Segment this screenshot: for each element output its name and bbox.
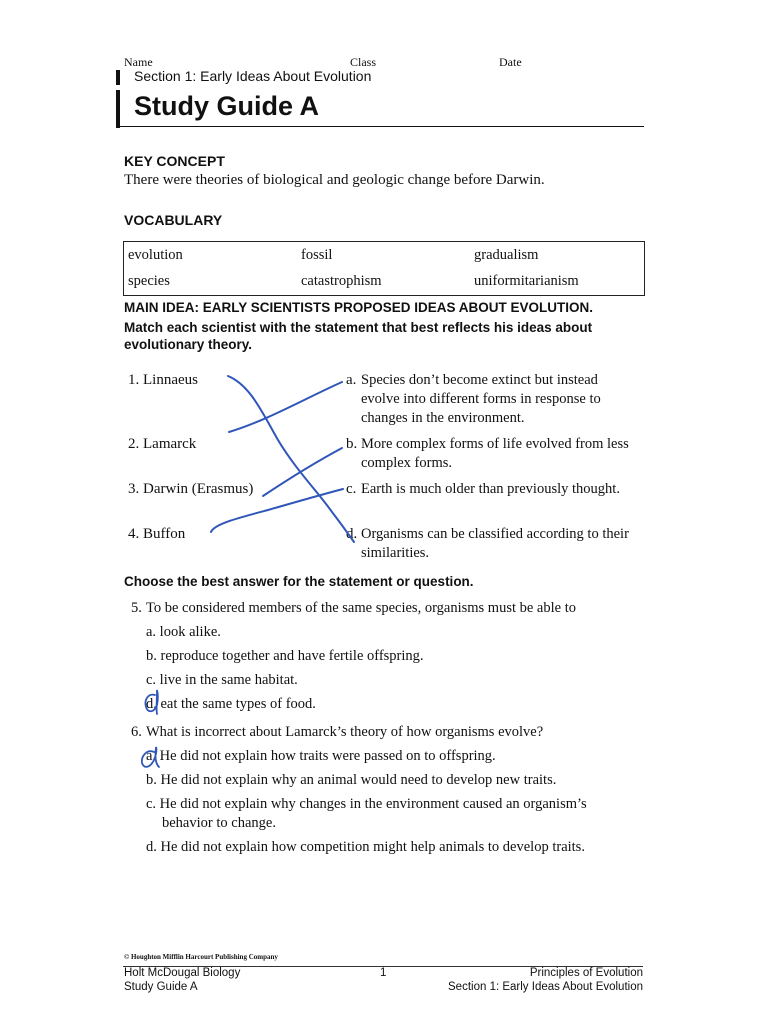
answer-option: b. reproduce together and have fertile offspring. [146, 648, 424, 664]
vocab-term: gradualism [474, 247, 539, 263]
answer-option: a. look alike. [146, 624, 221, 640]
page-title: Study Guide A [134, 91, 320, 121]
main-idea-instruction: Match each scientist with the statement that best reflects his ideas about [124, 320, 593, 335]
key-concept-text: There were theories of biological and geologic change before Darwin. [124, 172, 545, 188]
copyright-notice: © Houghton Mifflin Harcourt Publishing Company [124, 953, 278, 961]
vocab-term: catastrophism [301, 273, 382, 289]
date-label: Date [499, 55, 522, 69]
footer-book-title: Holt McDougal Biology [124, 967, 241, 979]
match-line-darwin-b [263, 448, 342, 496]
scientist-item: 1. Linnaeus [128, 372, 198, 388]
main-idea-heading: MAIN IDEA: EARLY SCIENTISTS PROPOSED IDEAS ABOUT EVOLUTION. [124, 300, 594, 315]
question-text: What is incorrect about Lamarck’s theory of how organisms evolve? [146, 724, 544, 740]
answer-mark-q6-a [142, 747, 159, 767]
footer-guide-name: Study Guide A [124, 981, 198, 993]
vocab-term: fossil [301, 247, 333, 263]
vocabulary-label: VOCABULARY [124, 212, 223, 228]
class-label: Class [350, 55, 377, 69]
answer-mark-q5-d [145, 690, 157, 714]
vocab-term: evolution [128, 247, 183, 263]
question-number: 6. [131, 724, 142, 740]
match-line-linnaeus-d [228, 376, 357, 542]
statement-text: Species don’t become extinct but instead evolve into different forms in response to changes in the environment. [361, 372, 601, 426]
scientist-item: 4. Buffon [128, 526, 186, 542]
statement-text: More complex forms of life evolved from less complex forms. [361, 436, 629, 471]
name-label: Name [124, 55, 153, 69]
statement-letter: a. [346, 372, 357, 388]
scientist-item: 3. Darwin (Erasmus) [128, 481, 254, 497]
question-number: 5. [131, 600, 142, 616]
answer-option: c. He did not explain why changes in the environment caused an organism’s [146, 796, 587, 812]
section-title: Section 1: Early Ideas About Evolution [134, 68, 372, 84]
statement-letter: d. [346, 526, 358, 542]
vocab-term: species [128, 273, 170, 289]
answer-option: c. live in the same habitat. [146, 672, 298, 688]
mc-instruction: Choose the best answer for the statement or question. [124, 574, 474, 589]
footer-section: Section 1: Early Ideas About Evolution [448, 981, 643, 993]
answer-option: d. He did not explain how competition might help animals to develop traits. [146, 839, 585, 855]
page-number: 1 [380, 967, 387, 979]
statement-text: Organisms can be classified according to their similarities. [361, 526, 629, 561]
answer-option: b. He did not explain why an animal would need to develop new traits. [146, 772, 557, 788]
answer-option-continued: behavior to change. [162, 815, 276, 831]
key-concept-label: KEY CONCEPT [124, 153, 225, 169]
main-idea-instruction: evolutionary theory. [124, 337, 253, 352]
vocab-term: uniformitarianism [474, 273, 579, 289]
answer-option: d. eat the same types of food. [146, 696, 316, 712]
match-line-buffon-c [211, 489, 343, 532]
question-text: To be considered members of the same species, organisms must be able to [146, 600, 576, 616]
answer-option: a. He did not explain how traits were passed on to offspring. [146, 748, 496, 764]
footer-chapter: Principles of Evolution [529, 967, 643, 979]
statement-letter: c. [346, 481, 357, 497]
statement-text: Earth is much older than previously thought. [361, 481, 620, 497]
scientist-item: 2. Lamarck [128, 436, 197, 452]
statement-letter: b. [346, 436, 358, 452]
